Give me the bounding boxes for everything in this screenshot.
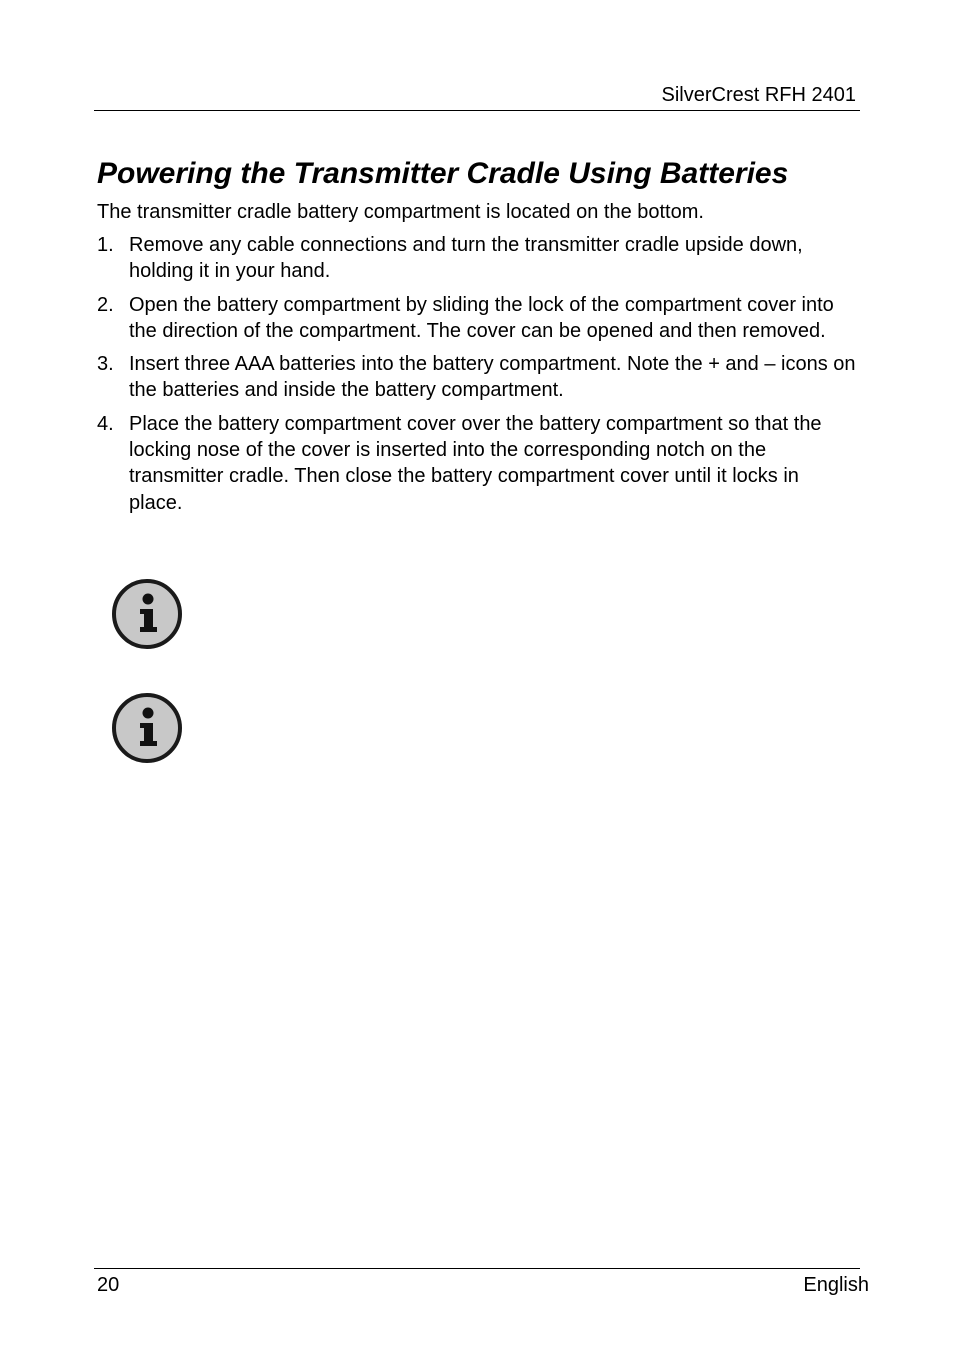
step-text: Place the battery compartment cover over the battery compartment so that the locking nose of the cover is inserted into the corresponding notch on the transmitter cradle. Then close the battery compartment cover until it locks in place.	[129, 412, 822, 514]
step-number: 4.	[97, 412, 114, 435]
header-divider	[94, 110, 860, 111]
info-icon	[111, 692, 185, 764]
list-item	[97, 232, 857, 285]
step-number: 2.	[97, 293, 114, 316]
footer-divider	[94, 1268, 860, 1269]
list-item	[97, 411, 857, 516]
footer-language: English	[803, 1274, 869, 1296]
step-number: 3.	[97, 353, 114, 376]
step-text: Insert three AAA batteries into the battery compartment. Note the + and – icons on the batteries and inside the battery compartment.	[129, 353, 856, 402]
list-item	[97, 292, 857, 345]
section-title: Powering the Transmitter Cradle Using Batteries	[97, 157, 789, 190]
step-text: Open the battery compartment by sliding the lock of the compartment cover into the direction of the compartment. The cover can be opened and then removed.	[129, 293, 834, 342]
steps-list	[97, 232, 857, 523]
section-intro: The transmitter cradle battery compartment is located on the bottom.	[97, 201, 704, 223]
list-item	[97, 351, 857, 404]
info-icon	[111, 578, 185, 650]
header-product-name: SilverCrest RFH 2401	[661, 84, 856, 106]
step-number: 1.	[97, 234, 114, 256]
page-number: 20	[97, 1274, 120, 1296]
step-text: Remove any cable connections and turn the transmitter cradle upside down, holding it in your hand.	[129, 234, 803, 283]
